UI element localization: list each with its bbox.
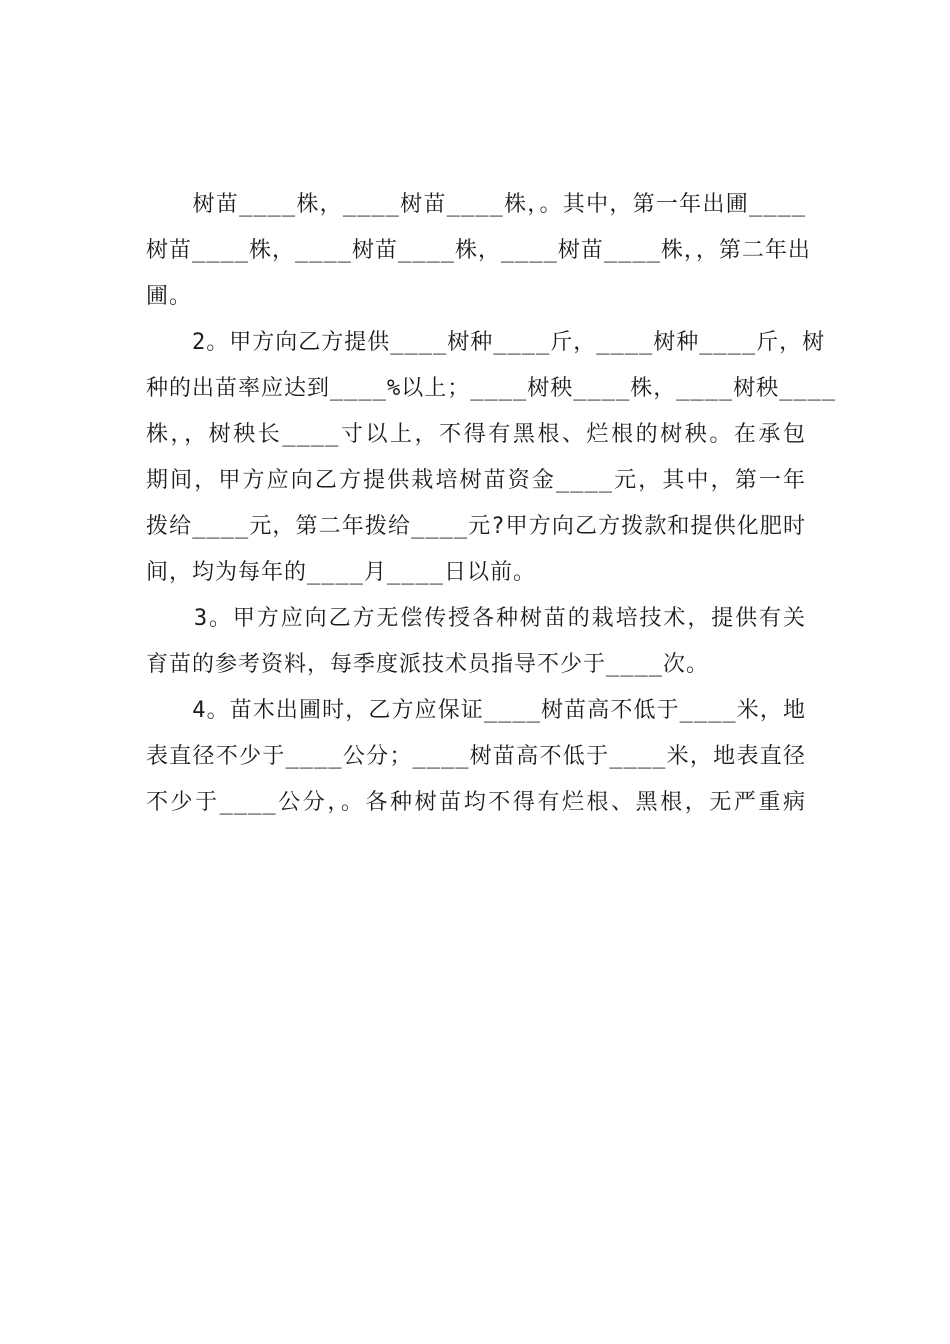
- text-line: 拨给____元，第二年拨给____元?甲方向乙方拨款和提供化肥时: [146, 514, 806, 539]
- text-line: 种的出苗率应达到____%以上；____树秧____株，____树秧____: [146, 376, 837, 401]
- text-line: 间，均为每年的____月____日以前。: [146, 560, 536, 585]
- document-body: [146, 192, 837, 837]
- text-line: 4。苗木出圃时，乙方应保证____树苗高不低于____米，地: [146, 698, 806, 723]
- text-line: 树苗____株，____树苗____株，____树苗____株，，第二年出: [146, 238, 811, 263]
- text-line: 3。甲方应向乙方无偿传授各种树苗的栽培技术，提供有关: [146, 606, 806, 631]
- text-line: 株，，树秧长____寸以上，不得有黑根、烂根的树秧。在承包: [146, 422, 806, 447]
- paragraph-1: [146, 171, 811, 331]
- text-line: 期间，甲方应向乙方提供栽培树苗资金____元，其中，第一年: [146, 468, 806, 493]
- text-line: 2。甲方向乙方提供____树种____斤，____树种____斤，树: [146, 330, 826, 355]
- text-line: 不少于____公分，。各种树苗均不得有烂根、黑根，无严重病: [146, 790, 806, 815]
- text-line: 育苗的参考资料，每季度派技术员指导不少于____次。: [146, 652, 709, 677]
- text-line: 树苗____株，____树苗____株，。其中，第一年出圃____: [146, 192, 806, 217]
- paragraph-2: [146, 309, 837, 607]
- text-line: 圃。: [146, 284, 193, 309]
- text-line: 表直径不少于____公分；____树苗高不低于____米，地表直径: [146, 744, 806, 769]
- paragraph-4: [146, 677, 806, 837]
